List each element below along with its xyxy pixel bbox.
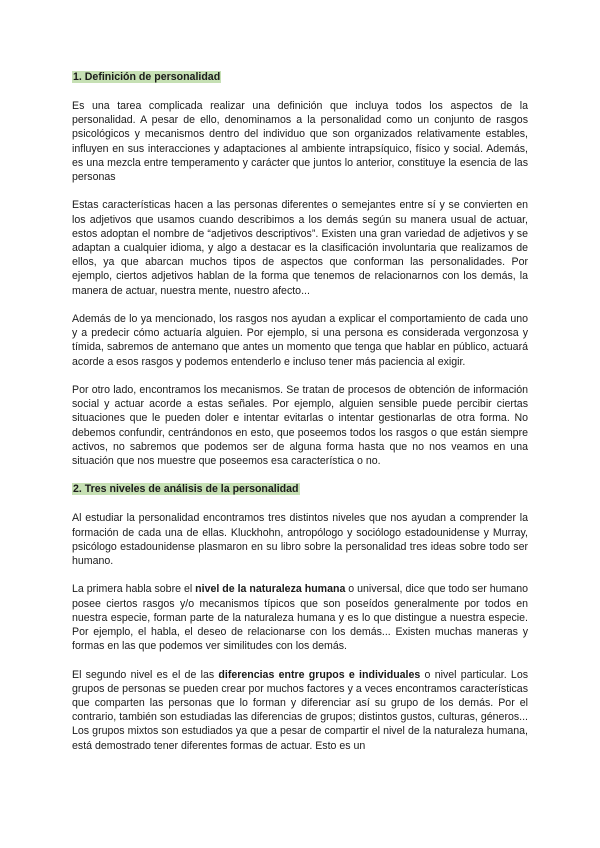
section-1-paragraph-2: Estas características hacen a las personas diferentes o semejantes entre sí y se convierten en los adjetivos que usamos cuando describimos a los demás según su manera usual de actuar, estos adoptan el nombre de “adjetivos descriptivos”. Existen una gran variedad de adjetivos y se adaptan a cualquier idioma, y algo a destacar es la clasificación involuntaria que realizamos de ellos, ya que abarcan muchos tipos de aspectos que conforman las personalidades. Por ejemplo, ciertos adjetivos hablan de la forma que tenemos de relacionarnos con los demás, la manera de actuar, nuestra mente, nuestro afecto... — [72, 199, 528, 297]
section-1-paragraph-3: Además de lo ya mencionado, los rasgos nos ayudan a explicar el comportamiento de cada uno y a predecir cómo actuaría alguien. Por ejemplo, si una persona es considerada vergonzosa y tímida, sabremos de antemano que antes un momento que tenga que hablar en público, actuará acorde a esos rasgos y podemos entenderlo e incluso tener más paciencia al exigir. — [72, 313, 528, 368]
section-2-paragraph-1: Al estudiar la personalidad encontramos tres distintos niveles que nos ayudan a comprender la formación de cada una de ellas. Kluckhohn, antropólogo y sociólogo estadounidense y Murray, psicólogo estadounidense plasmaron en su libro sobre la personalidad tres ideas sobre todo ser humano. — [72, 512, 528, 568]
section-1-paragraph-4: Por otro lado, encontramos los mecanismos. Se tratan de procesos de obtención de información social y actuar acorde a estas señales. Por ejemplo, alguien sensible puede percibir ciertas situaciones que le pueden doler e intentar evitarlas o intentar gestionarlas de otra forma. No debemos confundir, centrándonos en esto, que poseemos todos los rasgos o que están siempre activos, no sabremos que podemos ser de alguna forma hasta que no nos veamos en una situación que nos muestre que poseemos esa característica o no. — [72, 384, 528, 468]
term-diferencias-grupos: diferencias entre grupos e individuales — [218, 668, 421, 681]
section-2-paragraph-2: La primera habla sobre el nivel de la naturaleza humana o universal, dice que todo ser humano posee ciertos rasgos y/o mecanismos típicos que son poseídos generalmente por todos en nuestra especie, forman parte de la naturaleza humana y es lo que distingue a nuestra especie. Por ejemplo, el habla, el deseo de relacionarse con los demás... Existen muchas maneras y formas en las que podemos ver similitudes con los demás. — [72, 583, 529, 653]
section-1-paragraph-1: Es una tarea complicada realizar una definición que incluya todos los aspectos de la personalidad. A pesar de ello, denominamos a la personalidad como un conjunto de rasgos psicológicos y mecanismos dentro del individuo que son organizados relativamente estables, influyen en sus interacciones y adaptaciones al ambiente intrapsíquico, físico y social. Además, es una mezcla entre temperamento y carácter que juntos lo anterior, constituye la esencia de las personas — [72, 100, 528, 184]
term-nivel-naturaleza-humana: nivel de la naturaleza humana — [195, 583, 346, 596]
section-1-heading: 1. Definición de personalidad — [73, 71, 221, 83]
section-2-heading: 2. Tres niveles de análisis de la personalidad — [73, 483, 299, 496]
section-2-paragraph-3: El segundo nivel es el de las diferencias entre grupos e individuales o nivel particular. Los grupos de personas se pueden crear por muchos factores y a veces encontramos características que comparten las personas que lo forman y diferenciar así su grupo de los demás. Por el contrario, también son estudiadas las diferencias de grupos; distintos gustos, culturas, géneros... Los grupos mixtos son estudiados ya que a pesar de compartir el nivel de la naturaleza humana, está demostrado tener diferentes formas de actuar. Esto es un — [72, 668, 529, 752]
